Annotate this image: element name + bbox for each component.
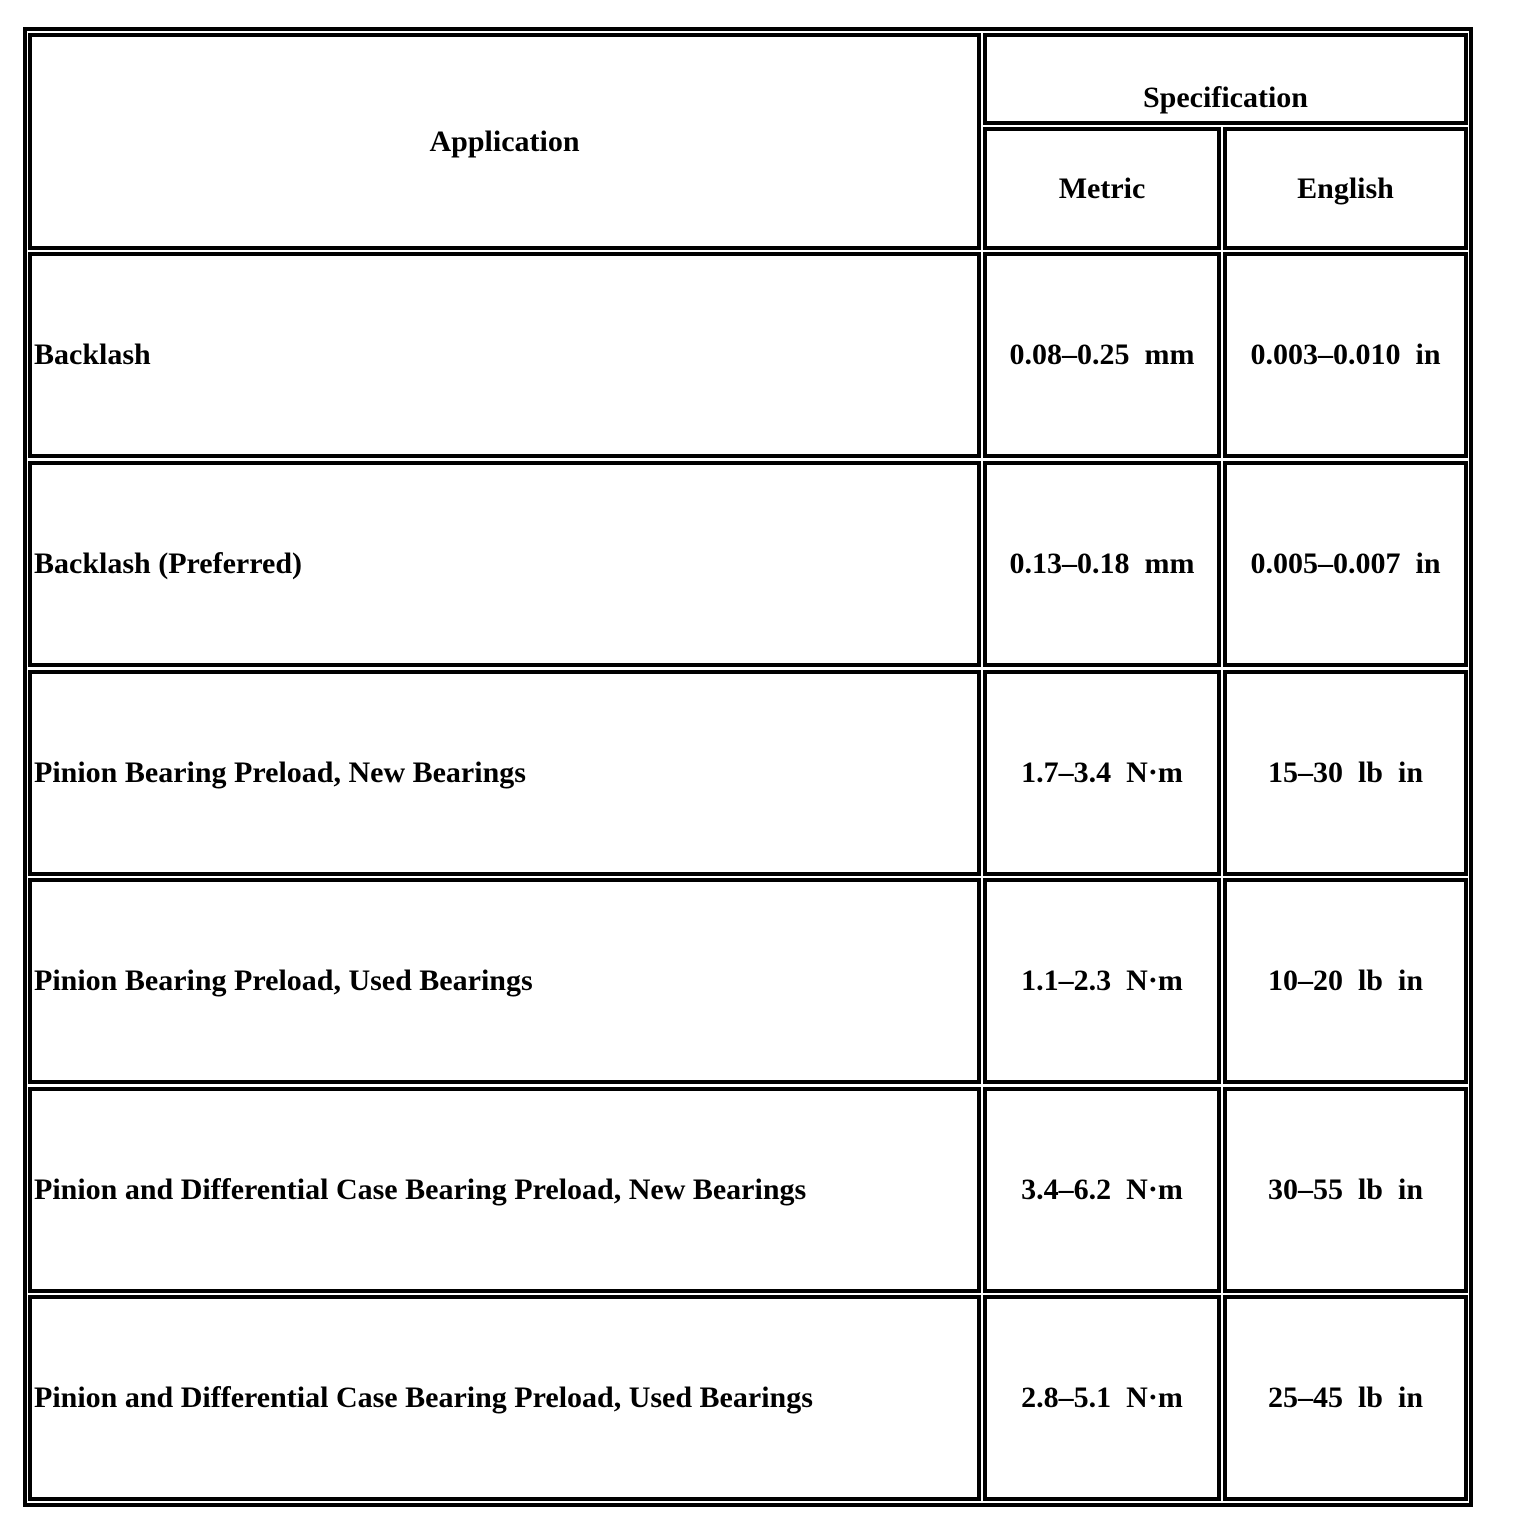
header-specification: Specification [983, 33, 1468, 125]
row-1-english: 0.003–0.010 in [1223, 252, 1468, 458]
row-1-metric: 0.08–0.25 mm [983, 252, 1221, 458]
row-2-english: 0.005–0.007 in [1223, 461, 1468, 667]
row-2-metric: 0.13–0.18 mm [983, 461, 1221, 667]
row-3-english: 15–30 lb in [1223, 670, 1468, 876]
row-6-metric: 2.8–5.1 N·m [983, 1295, 1221, 1501]
row-1-application: Backlash [28, 252, 981, 458]
row-5-metric: 3.4–6.2 N·m [983, 1087, 1221, 1293]
row-4-english: 10–20 lb in [1223, 878, 1468, 1084]
row-5-application: Pinion and Differential Case Bearing Preload, New Bearings [28, 1087, 981, 1293]
row-2-application: Backlash (Preferred) [28, 461, 981, 667]
row-3-metric: 1.7–3.4 N·m [983, 670, 1221, 876]
row-6-english: 25–45 lb in [1223, 1295, 1468, 1501]
header-metric: Metric [983, 127, 1221, 250]
row-4-metric: 1.1–2.3 N·m [983, 878, 1221, 1084]
row-3-application: Pinion Bearing Preload, New Bearings [28, 670, 981, 876]
row-6-application: Pinion and Differential Case Bearing Preload, Used Bearings [28, 1295, 981, 1501]
header-application: Application [28, 33, 981, 250]
header-english: English [1223, 127, 1468, 250]
row-4-application: Pinion Bearing Preload, Used Bearings [28, 878, 981, 1084]
row-5-english: 30–55 lb in [1223, 1087, 1468, 1293]
